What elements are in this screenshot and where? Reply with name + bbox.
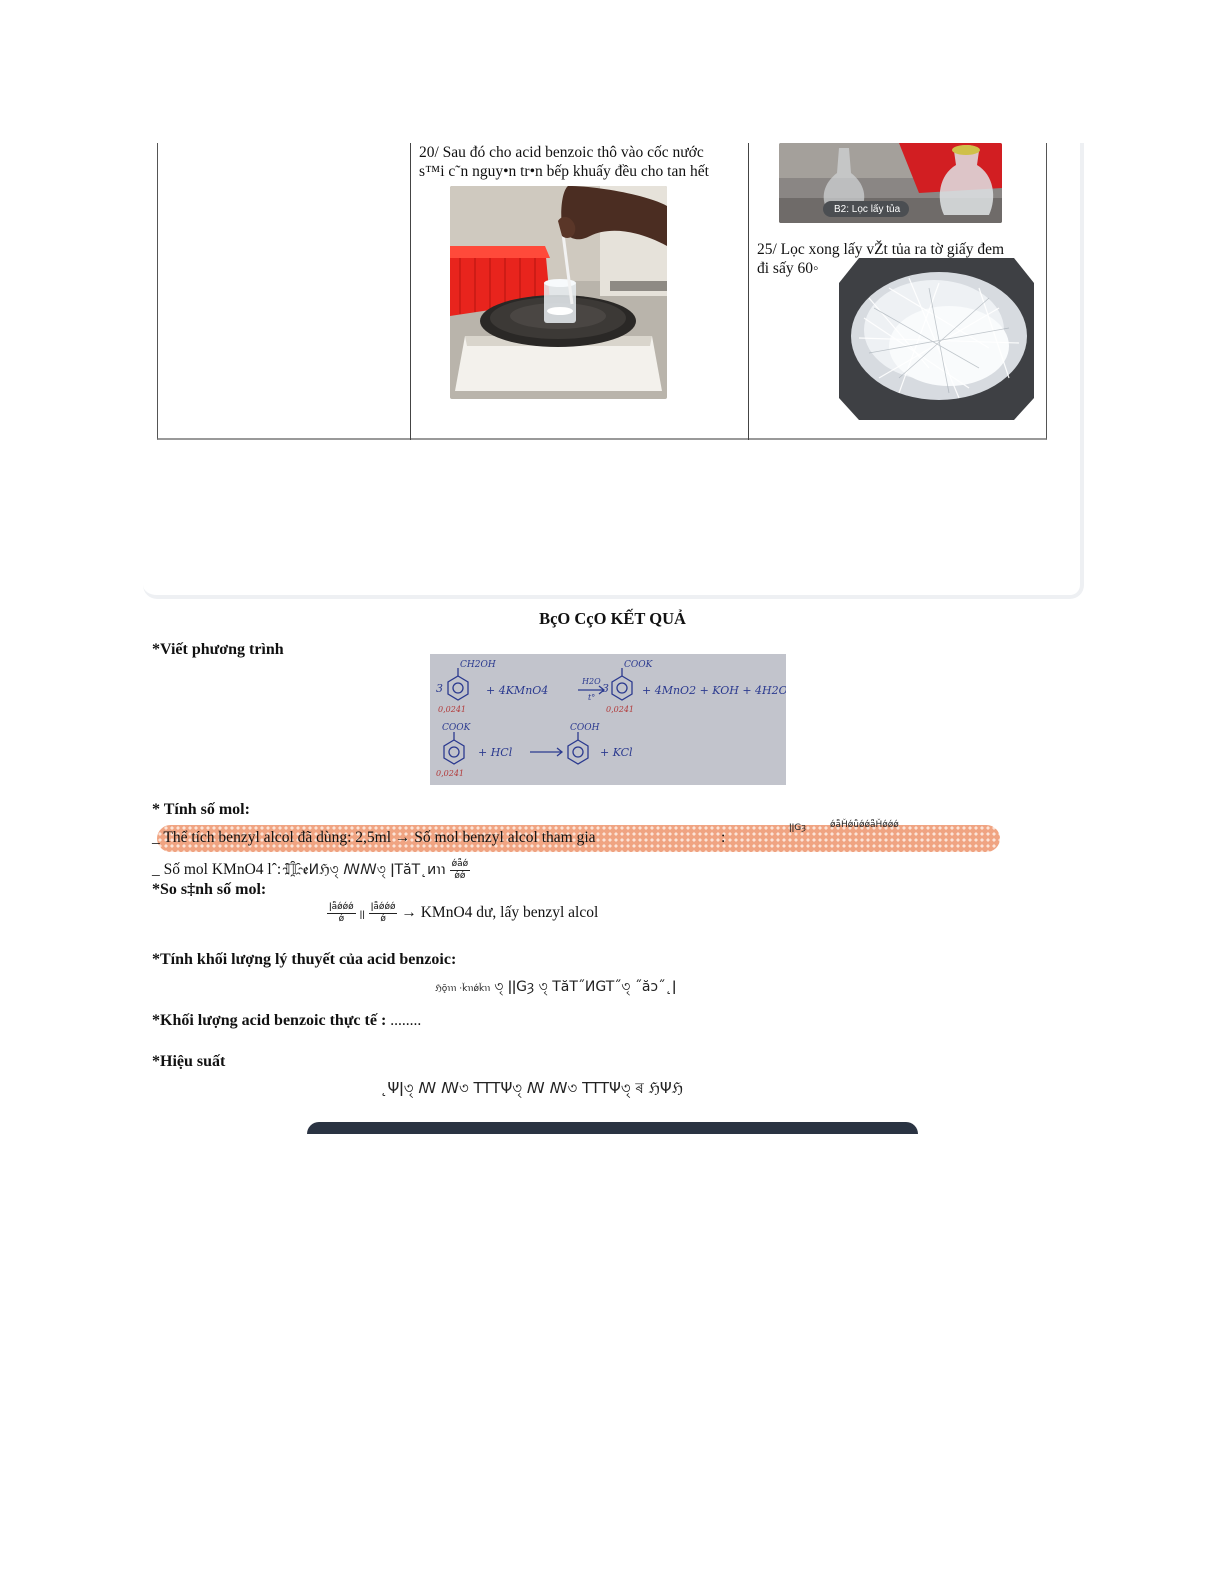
hotplate-stirring-photo [450,186,667,399]
svg-text:H2O: H2O [582,677,601,686]
reaction-equation-image [430,654,786,785]
benzoic-acid-crystals-photo [839,258,1034,420]
theory-mass-formula [435,975,676,999]
table-column-divider [748,143,749,440]
compare-line [327,902,598,925]
step-20-line-2: s™i c˜n nguy•n tr•n bếp khuấy đều cho tan hết [419,163,709,180]
mol-line-2-fraction-den: ǿǿ [454,870,466,881]
compare-fraction-1-num: ǀǟǿǿǿ [329,902,354,912]
write-equation-label: *Viết phương trình [152,641,284,658]
compare-fraction-1 [327,902,356,925]
svg-text:3: 3 [602,682,609,695]
svg-text:0,0241: 0,0241 [606,705,634,714]
compare-symbol: ǀǀ [359,910,365,921]
mol-line-1-colon: : [721,829,726,846]
svg-text:t°: t° [588,693,596,702]
actual-mass-label: *Khối lượng acid benzoic thực tế : [152,1012,387,1029]
mol-line-2-garble: ℿ҈ꬲИℌ৩ৃ ꟿꟿ৩ৃ ǀTăT˛и℩℩ [285,862,446,878]
compare-fraction-1-den: ǿ [338,914,345,924]
svg-text:0,0241: 0,0241 [438,705,466,714]
theory-mass-label: *Tính khối lượng lý thuyết của acid benzoic: [152,951,457,968]
mol-line-2-fraction-num: ǿǟǿ [451,858,469,869]
compare-conclusion: → KMnO4 dư, lấy benzyl alcol [401,904,599,922]
svg-text:+ KCl: + KCl [600,746,633,759]
mol-line-2 [152,858,470,882]
svg-text:+ 4KMnO4: + 4KMnO4 [486,684,549,697]
mol-line-1-garble-b: ǿǟȞǿǚǿǿǟȞǿǿǿ [830,820,899,830]
actual-mass-dots: ........ [390,1012,422,1029]
report-heading: BçO CçO KẾT QUẢ [539,609,686,628]
step-20-caption [419,143,744,181]
theory-formula-small: ℌǭ℩℩℩ ·ǩ℩℩ǿǩ℩℩ [435,984,491,994]
yield-label: *Hiệu suất [152,1053,226,1070]
svg-text:+ HCl: + HCl [478,746,513,759]
theory-formula: ৩ৃ ǀǀGȝ ৩ৃ TăT˝ИGT˝৩ৃ ˝ăɔ˝˛ǀ [494,979,677,995]
mol-label: * Tính số mol: [152,801,250,818]
mol-line-1-garble-a: ǀǀGȝ [789,823,806,833]
svg-text:3: 3 [436,682,443,695]
bottom-overlay-bar [307,1122,918,1134]
mol-line-2-fraction [450,859,471,882]
svg-text:COOK: COOK [442,723,471,733]
yield-formula: ˛Ψǀ৩ৃ ꟿ ꟿ৩ TTTΨ৩ৃ ꟿ ꟿ৩ TTTΨ৩ৃ ৰ ℌΨℌ [380,1079,684,1097]
compare-fraction-2-den: ǿ [380,914,386,924]
svg-text:COOH: COOH [570,723,600,733]
photo-caption-b2: B2: Lọc lấy tủa [834,204,901,215]
step-25-line-2: đi sấy 60◦ [757,260,819,277]
actual-mass-line [152,1012,421,1030]
svg-text:CH2OH: CH2OH [460,660,496,670]
mol-line-2-prefix: _ Số mol KMnO4 lˆ: [152,861,282,878]
svg-text:+ 4MnO2 + KOH + 4H2O: + 4MnO2 + KOH + 4H2O [642,684,786,697]
mol-line-1: _ Thể tích benzyl alcol đã dùng: 2,5ml → Số mol benzyl alcol tham gia [152,829,596,846]
compare-label: *So s‡nh số mol: [152,881,267,898]
step-20-line-1: 20/ Sau đó cho acid benzoic thô vào cốc nước [419,144,704,161]
svg-text:0,0241: 0,0241 [436,769,464,778]
svg-text:COOK: COOK [624,660,653,670]
compare-fraction-2-num: ǀǟǿǿǿ [370,902,396,912]
table-column-divider [410,143,411,440]
step-25-line-1: 25/ Lọc xong lấy vŽt tủa ra tờ giấy đem [757,241,1005,258]
compare-fraction-2 [369,902,398,925]
